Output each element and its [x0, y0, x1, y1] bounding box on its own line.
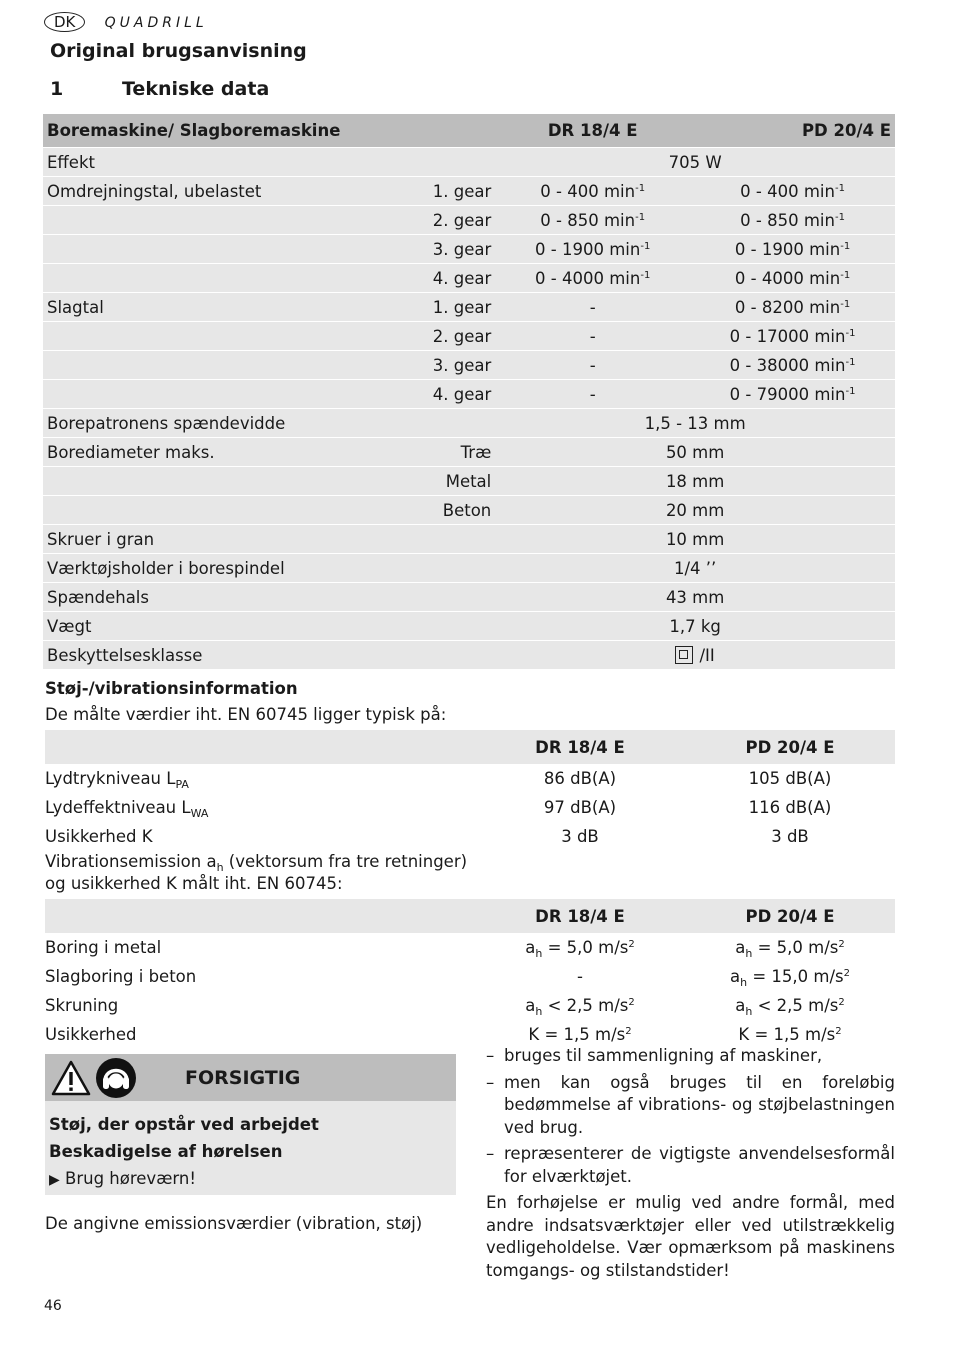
- ear-protection-icon: [94, 1057, 138, 1099]
- table-header-row: [45, 730, 895, 764]
- emission-notes: [486, 1045, 895, 1282]
- row-label: [43, 322, 418, 351]
- row-value-1: 0 - 400 $\min^{-1}$: [495, 177, 690, 206]
- row-sub: [418, 612, 496, 641]
- caution-box: [45, 1054, 456, 1195]
- row-gear: 2. gear: [418, 206, 496, 235]
- row-label: [43, 380, 418, 409]
- row-value: 1,7 kg: [495, 612, 895, 641]
- noise-section-title: Støj-/vibrationsinformation: [45, 679, 298, 698]
- document-title: Original brugsanvisning: [50, 40, 307, 62]
- section-heading: [50, 78, 269, 100]
- table-row: [45, 991, 895, 1020]
- technical-data-table: [43, 114, 895, 670]
- row-value-2: $a_h < 2,5$ $m/s^2$: [735, 996, 845, 1018]
- row-value-1: 0 - 850 $\min^{-1}$: [495, 206, 690, 235]
- row-label: [43, 496, 418, 525]
- header-empty: [45, 899, 475, 933]
- header-empty: [45, 730, 475, 764]
- table-row: [45, 822, 895, 851]
- protection-class-ii-icon: [675, 646, 693, 664]
- section-title: Tekniske data: [122, 78, 270, 100]
- caution-consequence: Beskadigelse af hørelsen: [49, 1142, 283, 1161]
- row-value: /II: [495, 641, 895, 670]
- emission-paragraph-start: De angivne emissionsværdier (vibration, støj): [45, 1214, 423, 1233]
- row-sub: [418, 148, 496, 177]
- table-header-row: [43, 114, 895, 148]
- table-row: [43, 641, 895, 670]
- brand-name: QUADRILL: [104, 15, 208, 31]
- row-label: Usikkerhed: [45, 1025, 137, 1044]
- table-row: [43, 554, 895, 583]
- row-value-2: 0 - 38000 $\min^{-1}$: [690, 351, 895, 380]
- header-model-1: DR 18/4 E: [475, 899, 685, 933]
- row-gear: 4. gear: [418, 264, 496, 293]
- row-gear: 2. gear: [418, 322, 496, 351]
- row-label: Boring i metal: [45, 938, 162, 957]
- row-value-2: 0 - 850 $\min^{-1}$: [690, 206, 895, 235]
- row-value-2: 0 - 1900 $\min^{-1}$: [690, 235, 895, 264]
- header-label: Boremaskine/ Slagboremaskine: [43, 114, 418, 148]
- table-row: [45, 764, 895, 793]
- page-number: 46: [44, 1298, 62, 1314]
- table-row: [43, 351, 895, 380]
- row-label: Slagboring i beton: [45, 967, 197, 986]
- list-item: – men kan også bruges til en foreløbig bedømmelse af vibrations- og støjbelastningen ved brug.: [486, 1072, 895, 1137]
- row-gear: 3. gear: [418, 351, 496, 380]
- row-value-2: 0 - 4000 $\min^{-1}$: [690, 264, 895, 293]
- row-value-1: 0 - 1900 $\min^{-1}$: [495, 235, 690, 264]
- row-value: 50 mm: [495, 438, 895, 467]
- row-value-2: 105 dB(A): [748, 769, 832, 788]
- caution-hazard: Støj, der opstår ved arbejdet: [49, 1115, 319, 1134]
- row-label: [43, 264, 418, 293]
- row-label: Usikkerhed K: [45, 827, 153, 846]
- emission-list: [486, 1045, 895, 1188]
- row-label: Skruning: [45, 996, 119, 1015]
- table-row: [45, 962, 895, 991]
- row-label: Omdrejningstal, ubelastet: [43, 177, 418, 206]
- table-row: [43, 206, 895, 235]
- caution-header: [45, 1054, 456, 1101]
- row-value-1: -: [577, 967, 583, 986]
- row-value: 1/4 ’’: [495, 554, 895, 583]
- table-row: [43, 496, 895, 525]
- table-header-row: [45, 899, 895, 933]
- row-value-1: 3 dB: [561, 827, 599, 846]
- row-label: Borediameter maks.: [43, 438, 418, 467]
- row-value-2: 0 - 400 $\min^{-1}$: [690, 177, 895, 206]
- row-value-2: 0 - 8200 $\min^{-1}$: [690, 293, 895, 322]
- table-row: [43, 438, 895, 467]
- row-label: Værktøjsholder i borespindel: [43, 554, 418, 583]
- row-label: Spændehals: [43, 583, 418, 612]
- emission-note-paragraph: En forhøjelse er mulig ved andre formål, med andre indsatsværktøjer eller ved utilstrækkelig vedligeholdelse. Vær opmærksom på maskinens tomgangs- og stilstandstider!: [486, 1193, 895, 1280]
- table-row: [43, 235, 895, 264]
- row-value-2: $a_h = 15,0$ $m/s^2$: [729, 967, 850, 989]
- row-value-2: K = 1,5 $m/s^2$: [738, 1025, 842, 1044]
- table-row: [43, 525, 895, 554]
- row-value-1: -: [495, 351, 690, 380]
- table-row: [43, 467, 895, 496]
- vibration-intro: Vibrationsemission $a_h$ (vektorsum fra tre retninger) og usikkerhed K målt iht. EN 60745:: [45, 852, 468, 893]
- row-label: Lydeffektniveau $L_{WA}$: [45, 798, 209, 820]
- row-value: 20 mm: [495, 496, 895, 525]
- list-item: – repræsenterer de vigtigste anvendelsesformål for elværktøjet.: [486, 1144, 895, 1186]
- language-badge: DK: [44, 12, 85, 32]
- row-label: Lydtrykniveau $L_{PA}$: [45, 769, 189, 791]
- row-value-1: -: [495, 380, 690, 409]
- list-item: – bruges til sammenligning af maskiner,: [486, 1046, 823, 1065]
- vibration-table: [45, 899, 895, 1049]
- row-value-1: K = 1,5 $m/s^2$: [528, 1025, 632, 1044]
- section-number: 1: [50, 78, 64, 100]
- row-value: 18 mm: [495, 467, 895, 496]
- row-sub: [418, 641, 496, 670]
- row-label: [43, 467, 418, 496]
- caution-title: FORSIGTIG: [185, 1067, 301, 1089]
- header-model-2: PD 20/4 E: [690, 114, 895, 148]
- row-value-2: 116 dB(A): [748, 798, 832, 817]
- row-sub: [418, 583, 496, 612]
- table-row: [43, 293, 895, 322]
- row-gear: 1. gear: [418, 177, 496, 206]
- table-row: [43, 264, 895, 293]
- warning-triangle-icon: [51, 1060, 91, 1096]
- header-model-2: PD 20/4 E: [685, 899, 895, 933]
- row-value: 10 mm: [495, 525, 895, 554]
- noise-section-intro: De målte værdier iht. EN 60745 ligger typisk på:: [45, 705, 447, 724]
- table-row: [43, 148, 895, 177]
- row-value-1: $a_h < 2,5$ $m/s^2$: [525, 996, 635, 1018]
- table-row: [45, 793, 895, 822]
- row-material: Træ: [418, 438, 496, 467]
- table-row: [43, 322, 895, 351]
- row-material: Beton: [418, 496, 496, 525]
- header-empty: [418, 114, 496, 148]
- table-row: [43, 380, 895, 409]
- row-value-1: 86 dB(A): [543, 769, 617, 788]
- row-value: 705 W: [495, 148, 895, 177]
- noise-table: [45, 730, 895, 851]
- row-value-2: 0 - 79000 $\min^{-1}$: [690, 380, 895, 409]
- table-row: [43, 409, 895, 438]
- row-value-1: -: [495, 322, 690, 351]
- row-label: Slagtal: [43, 293, 418, 322]
- table-row: [45, 933, 895, 962]
- row-value-2: 3 dB: [771, 827, 809, 846]
- row-value-1: $a_h = 5,0$ $m/s^2$: [525, 938, 635, 960]
- row-label: [43, 206, 418, 235]
- caution-body: [45, 1101, 456, 1194]
- row-gear: 4. gear: [418, 380, 496, 409]
- row-label: Borepatronens spændevidde: [43, 409, 418, 438]
- row-label: Skruer i gran: [43, 525, 418, 554]
- row-sub: [418, 409, 496, 438]
- row-value-1: 97 dB(A): [543, 798, 617, 817]
- row-value-2: 0 - 17000 $\min^{-1}$: [690, 322, 895, 351]
- row-value: 1,5 - 13 mm: [495, 409, 895, 438]
- row-label: Beskyttelsesklasse: [43, 641, 418, 670]
- page-header: [44, 12, 208, 32]
- header-model-2: PD 20/4 E: [685, 730, 895, 764]
- row-label: [43, 351, 418, 380]
- row-value-1: -: [495, 293, 690, 322]
- row-gear: 3. gear: [418, 235, 496, 264]
- row-sub: [418, 554, 496, 583]
- row-gear: 1. gear: [418, 293, 496, 322]
- row-value: 43 mm: [495, 583, 895, 612]
- row-label: [43, 235, 418, 264]
- table-row: [43, 612, 895, 641]
- row-label: Vægt: [43, 612, 418, 641]
- row-sub: [418, 525, 496, 554]
- table-row: [43, 583, 895, 612]
- table-row: [43, 177, 895, 206]
- row-material: Metal: [418, 467, 496, 496]
- row-value-2: $a_h = 5,0$ $m/s^2$: [735, 938, 845, 960]
- header-model-1: DR 18/4 E: [475, 730, 685, 764]
- row-label: Effekt: [43, 148, 418, 177]
- caution-action: ▶ Brug høreværn!: [49, 1169, 196, 1188]
- play-arrow-icon: ▶: [49, 1172, 60, 1188]
- row-value-1: 0 - 4000 $\min^{-1}$: [495, 264, 690, 293]
- header-model-1: DR 18/4 E: [495, 114, 690, 148]
